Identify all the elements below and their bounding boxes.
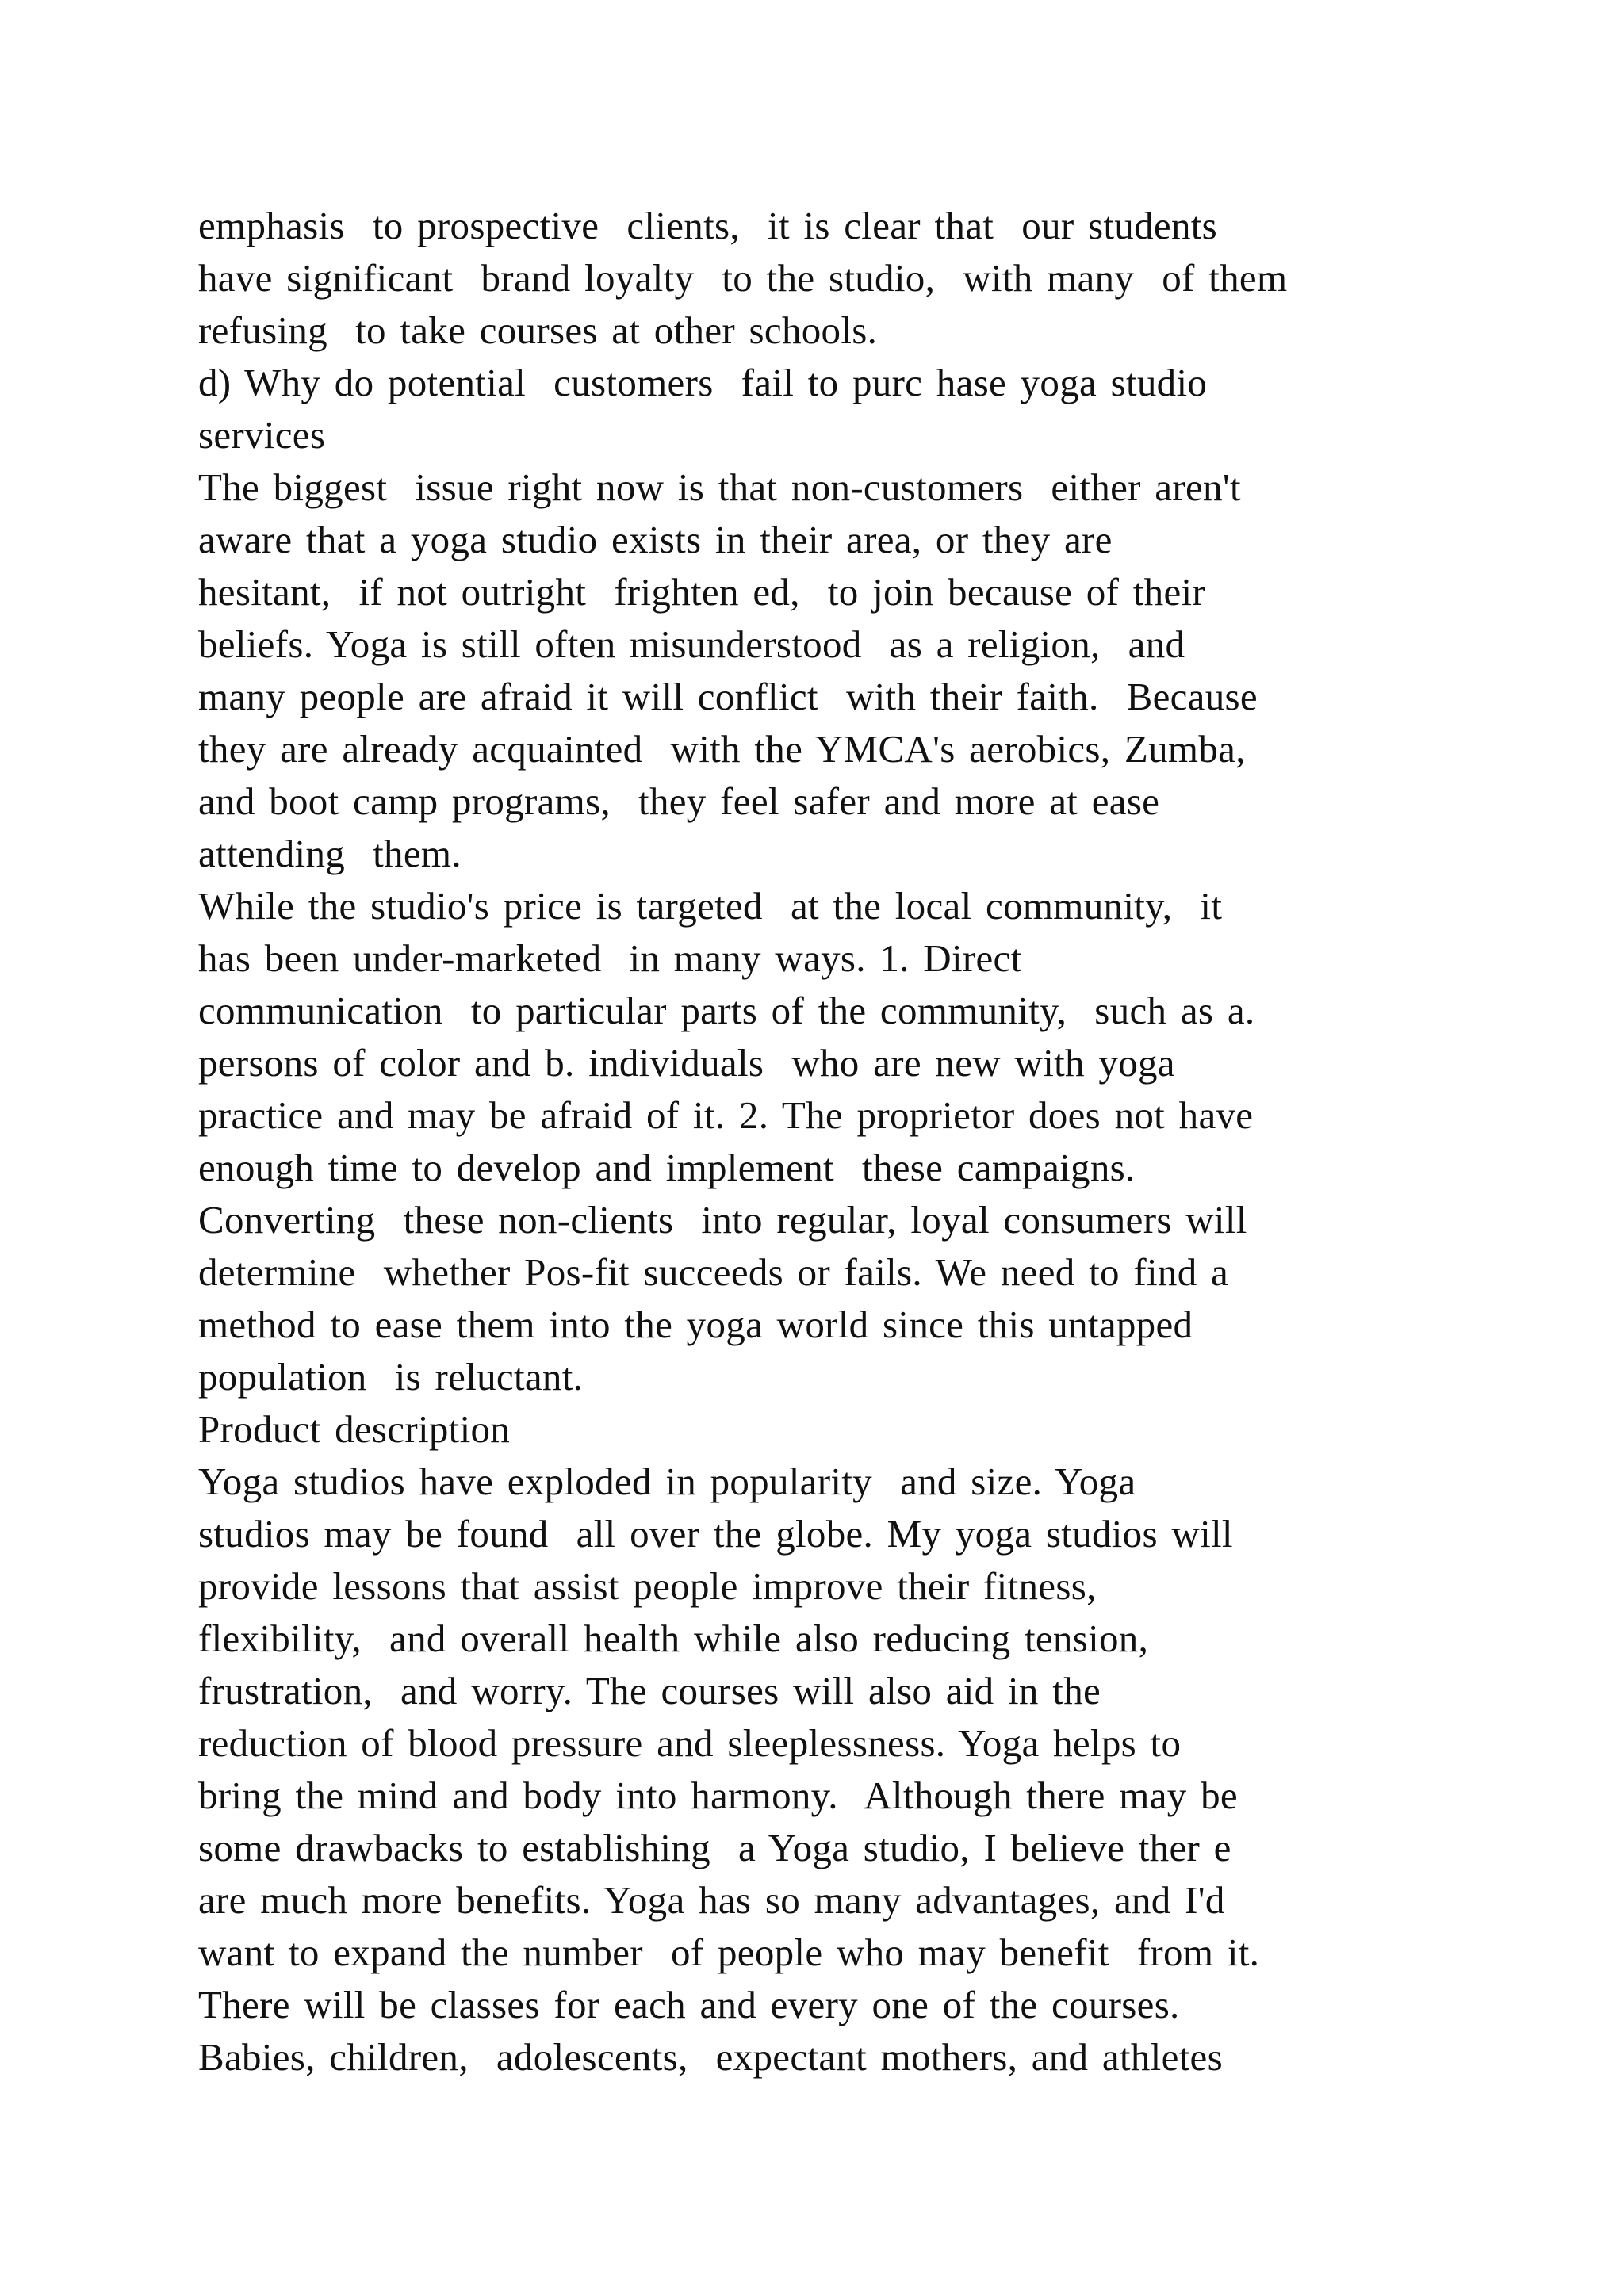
text-line: There will be classes for each and every one of the courses. (198, 1983, 1180, 2026)
text-line: some drawbacks to establishing a Yoga studio, I believe ther e (198, 1826, 1231, 1869)
text-line: Yoga studios have exploded in popularity and size. Yoga (198, 1460, 1136, 1503)
text-line: emphasis to prospective clients, it is clear that our students (198, 204, 1218, 247)
text-line: practice and may be afraid of it. 2. The proprietor does not have (198, 1093, 1254, 1137)
text-line: The biggest issue right now is that non-customers either aren't (198, 465, 1241, 509)
text-line: they are already acquainted with the YMCA's aerobics, Zumba, (198, 727, 1246, 771)
text-line: While the studio's price is targeted at the local community, it (198, 884, 1223, 928)
text-line: and boot camp programs, they feel safer and more at ease (198, 779, 1160, 823)
text-line: method to ease them into the yoga world since this untapped (198, 1303, 1193, 1346)
text-line: refusing to take courses at other schools. (198, 308, 878, 352)
text-line: provide lessons that assist people improve their fitness, (198, 1564, 1097, 1608)
text-line: frustration, and worry. The courses will also aid in the (198, 1669, 1101, 1712)
text-line: communication to particular parts of the community, such as a. (198, 989, 1255, 1032)
text-line: Babies, children, adolescents, expectant mothers, and athletes (198, 2035, 1223, 2079)
text-line: has been under-marketed in many ways. 1. Direct (198, 936, 1022, 980)
section-heading: Product description (198, 1407, 511, 1451)
question-heading-line: services (198, 413, 326, 457)
text-line: determine whether Pos-fit succeeds or fails. We need to find a (198, 1250, 1229, 1294)
text-line: Converting these non-clients into regular, loyal consumers will (198, 1198, 1247, 1242)
text-line: aware that a yoga studio exists in their area, or they are (198, 518, 1113, 561)
document-page (198, 200, 1467, 2084)
text-line: are much more benefits. Yoga has so many advantages, and I'd (198, 1878, 1225, 1922)
text-line: many people are afraid it will conflict with their faith. Because (198, 675, 1258, 718)
text-line: population is reluctant. (198, 1355, 584, 1399)
text-line: want to expand the number of people who may benefit from it. (198, 1931, 1260, 1974)
text-line: flexibility, and overall health while also reducing tension, (198, 1617, 1149, 1660)
text-line: bring the mind and body into harmony. Although there may be (198, 1774, 1238, 1817)
text-line: enough time to develop and implement these campaigns. (198, 1146, 1136, 1189)
text-line: hesitant, if not outright frighten ed, to join because of their (198, 570, 1206, 614)
text-line: beliefs. Yoga is still often misunderstood as a religion, and (198, 622, 1185, 666)
text-line: attending them. (198, 832, 462, 875)
text-line: have significant brand loyalty to the studio, with many of them (198, 256, 1288, 300)
text-line: persons of color and b. individuals who are new with yoga (198, 1041, 1175, 1085)
question-heading-line: d) Why do potential customers fail to purc hase yoga studio (198, 361, 1208, 404)
text-line: reduction of blood pressure and sleeplessness. Yoga helps to (198, 1721, 1182, 1765)
text-line: studios may be found all over the globe. My yoga studios will (198, 1512, 1233, 1556)
